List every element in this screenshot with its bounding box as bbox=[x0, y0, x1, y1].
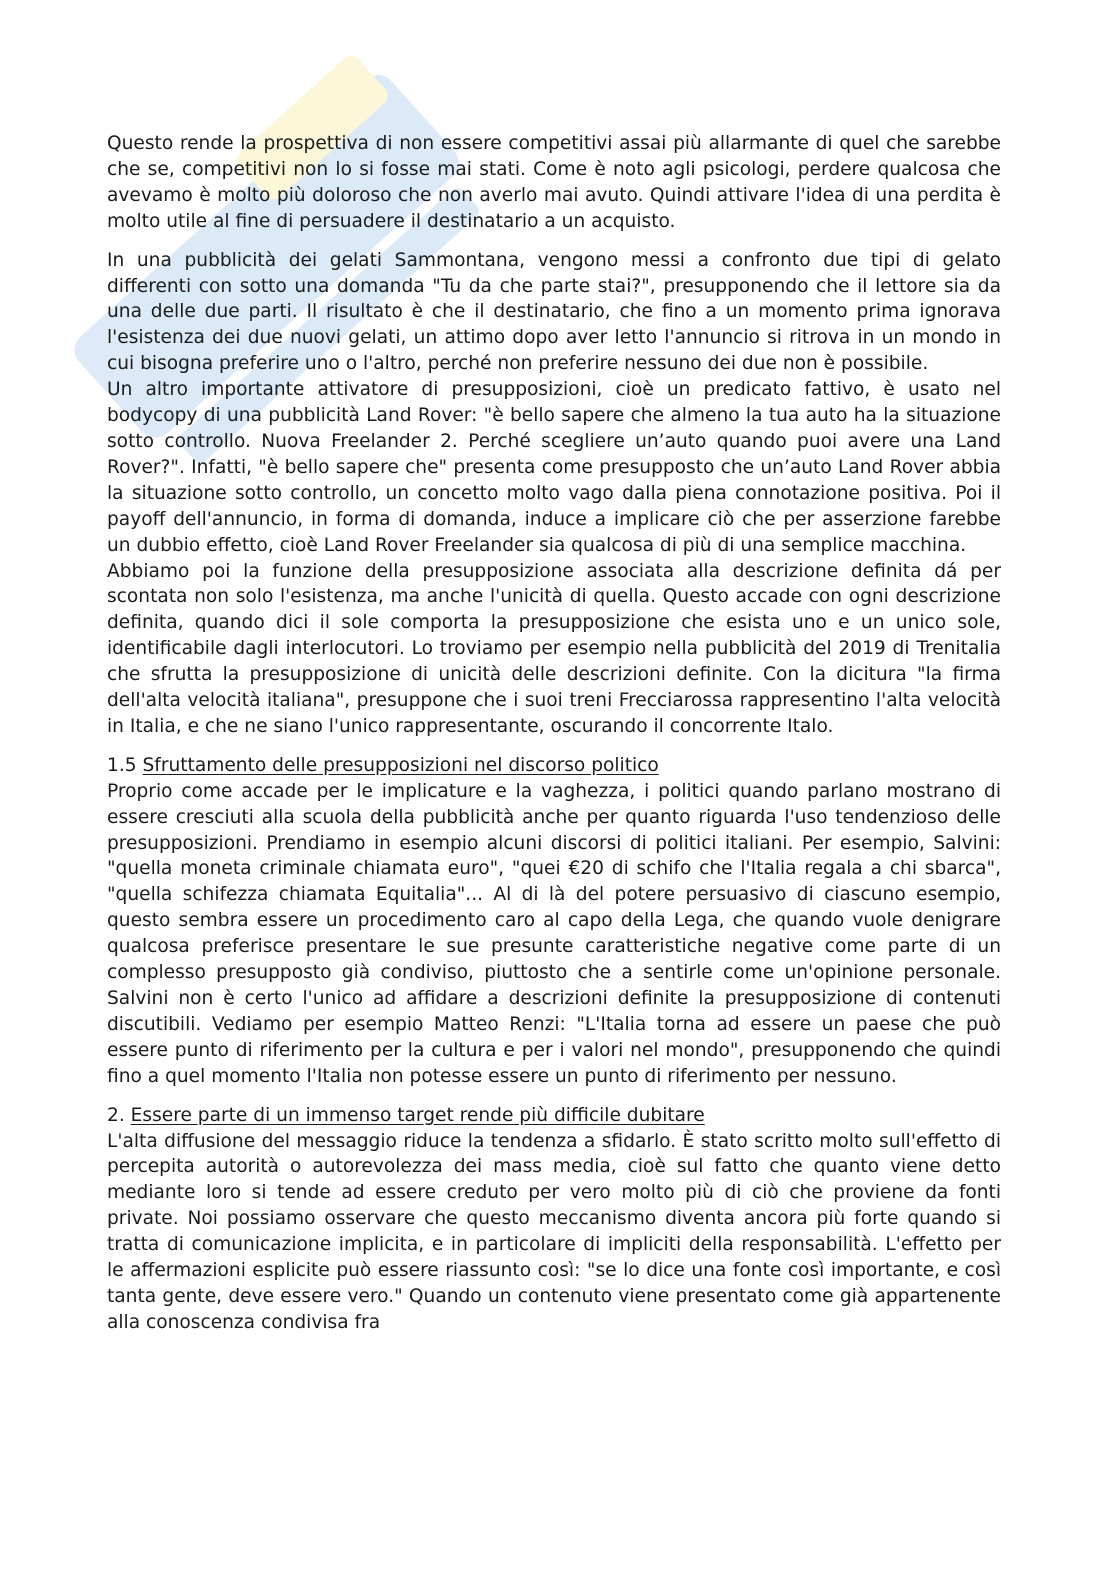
paragraph-mass-media: L'alta diffusione del messaggio riduce la tendenza a sfidarlo. È stato scritto molto sull'effetto di percepita autorità o autorevolezza dei mass media, cioè sul fatto che quanto viene detto mediante loro si tende ad essere creduto per vero molto più di ciò che proviene da fonti private. Noi possiamo osservare che questo meccanismo diventa ancora più forte quando si tratta di comunicazione implicita, e in particolare di impliciti della responsabilità. L'effetto per le affermazioni esplicite può essere riassunto così: "se lo dice una fonte così importante, e così tanta gente, deve essere vero." Quando un contenuto viene presentato come già appartenente alla conoscenza condivisa fra bbox=[107, 1130, 1001, 1333]
paragraph-trenitalia: Abbiamo poi la funzione della presupposizione associata alla descrizione definita dá per scontata non solo l'esistenza, ma anche l'unicità di quella. Questo accade con ogni descrizione definita, quando dici il sole comporta la presupposizione che esista uno e un unico sole, identificabile dagli interlocutori. Lo troviamo per esempio nella pubblicità del 2019 di Trenitalia che sfrutta la presupposizione di unicità delle descrizioni definite. Con la dicitura "la firma dell'alta velocità italiana", presuppone che i suoi treni Frecciarossa rappresentino l'alta velocità in Italia, e che ne siano l'unico rappresentante, oscurando il concorrente Italo. bbox=[107, 560, 1001, 737]
section-heading-1-5 bbox=[107, 753, 1001, 779]
section-number: 2. bbox=[107, 1104, 131, 1126]
document-body bbox=[107, 131, 1001, 1336]
paragraph-land-rover: Un altro importante attivatore di presupposizioni, cioè un predicato fattivo, è usato nel bodycopy di una pubblicità Land Rover: "è bello sapere che almeno la tua auto ha la situazione sotto controllo. Nuova Freelander 2. Perché scegliere un’auto quando puoi avere una Land Rover?". Infatti, "è bello sapere che" presenta come presupposto che un’auto Land Rover abbia la situazione sotto controllo, un concetto molto vago dalla piena connotazione positiva. Poi il payoff dell'annuncio, in forma di domanda, induce a implicare ciò che per asserzione farebbe un dubbio effetto, cioè Land Rover Freelander sia qualcosa di più di una semplice macchina. bbox=[107, 379, 1001, 556]
section-title: Sfruttamento delle presupposizioni nel discorso politico bbox=[142, 754, 659, 776]
section-title: Essere parte di un immenso target rende più difficile dubitare bbox=[130, 1104, 705, 1126]
paragraph-loss-aversion: Questo rende la prospettiva di non essere competitivi assai più allarmante di quel che sarebbe che se, competitivi non lo si fosse mai stati. Come è noto agli psicologi, perdere qualcosa che avevamo è molto più doloroso che non averlo mai avuto. Quindi attivare l'idea di una perdita è molto utile al fine di persuadere il destinatario a un acquisto. bbox=[107, 133, 1001, 232]
paragraph-political-discourse: Proprio come accade per le implicature e la vaghezza, i politici quando parlano mostrano di essere cresciuti alla scuola della pubblicità anche per quanto riguarda l'uso tendenzioso delle presupposizioni. Prendiamo in esempio alcuni discorsi di politici italiani. Per esempio, Salvini: "quella moneta criminale chiamata euro", "quei €20 di schifo che l'Italia regala a chi sbarca", "quella schifezza chiamata Equitalia"... Al di là del potere persuasivo di ciascuno esempio, questo sembra essere un procedimento caro al capo della Lega, che quando vuole denigrare qualcosa preferisce presentare le sue presunte caratteristiche negative come parte di un complesso presupposto già condiviso, piuttosto che a sentirle come un'opinione personale. Salvini non è certo l'unico ad affidare a descrizioni definite la presupposizione di contenuti discutibili. Vediamo per esempio Matteo Renzi: "L'Italia torna ad essere un paese che può essere punto di riferimento per la cultura e per i valori nel mondo", presupponendo che quindi fino a quel momento l'Italia non potesse essere un punto di riferimento per nessuno. bbox=[107, 780, 1001, 1087]
section-heading-2 bbox=[107, 1103, 1001, 1129]
paragraph-sammontana: In una pubblicità dei gelati Sammontana, vengono messi a confronto due tipi di gelato differenti con sotto una domanda "Tu da che parte stai?", presupponendo che il lettore sia da una delle due parti. Il risultato è che il destinatario, che fino a un momento prima ignorava l'esistenza dei due nuovi gelati, un attimo dopo aver letto l'annuncio si ritrova in un mondo in cui bisogna preferire uno o l'altro, perché non preferire nessuno dei due non è possibile. bbox=[107, 249, 1001, 375]
section-number: 1.5 bbox=[107, 754, 143, 776]
